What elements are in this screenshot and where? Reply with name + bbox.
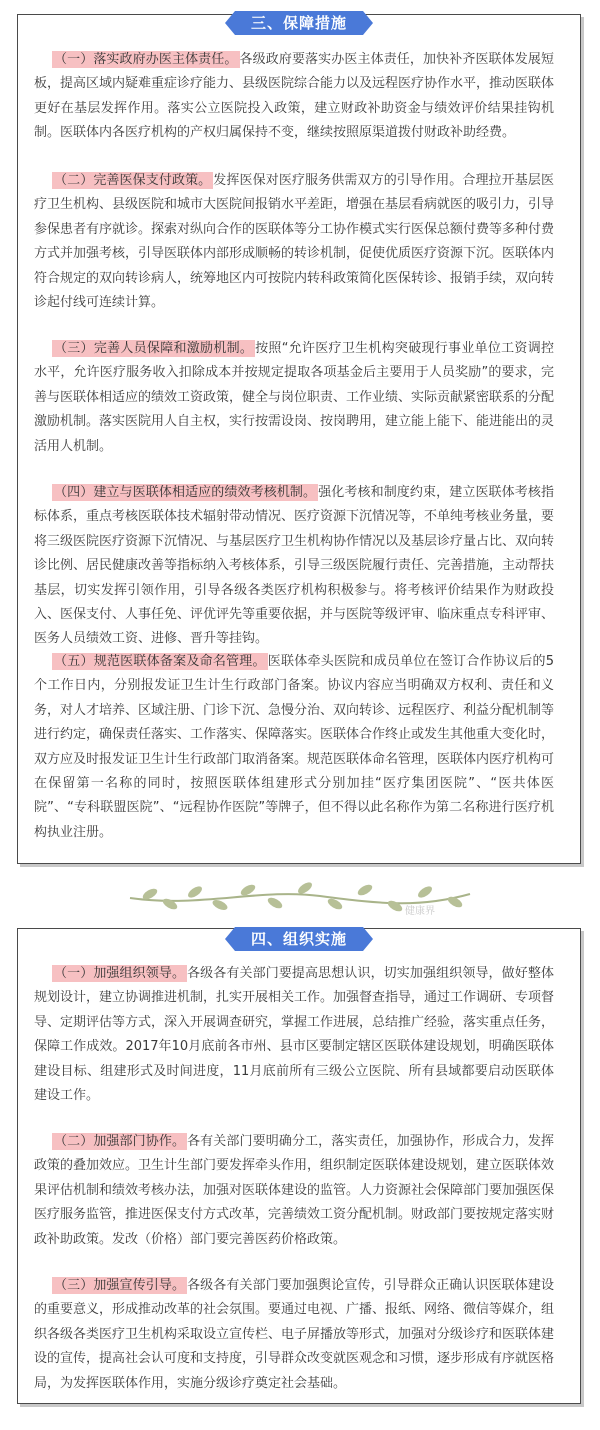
item-heading: （二）完善医保支付政策。 xyxy=(54,173,212,188)
item-heading: （一）加强组织领导。 xyxy=(54,966,186,981)
item-body: 发挥医保对医疗服务供需双方的引导作用。合理拉开基层医疗卫生机构、县级医院和城市大医院间报销水平差距，增强在基层看病就医的吸引力，引导参保患者有序就诊。探索对纵向合作的医联体等分工协作模式实行医保总额付费等多种付费方式并加强考核，引导医联体内部形成顺畅的转诊机制，促使优质医疗资源下沉。医联体内符合规定的双向转诊病人，统筹地区内可按院内转科政策简化医保转诊、报销手续，双向转诊起付线可连续计算。 xyxy=(34,173,555,311)
section-4-item-2 xyxy=(34,1130,554,1252)
item-heading: （二）加强部门协作。 xyxy=(54,1134,186,1149)
leaf-vine-divider-icon xyxy=(0,874,600,918)
item-body: 各级各有关部门要加强舆论宣传，引导群众正确认识医联体建设的重要意义，形成推动改革的社会氛围。要通过电视、广播、报纸、网络、微信等媒介，组织各级各类医疗卫生机构采取设立宣传栏、电子屏播放等形式，加强对分级诊疗和医联体建设的宣传，提高社会认可度和支持度，引导群众改变就医观念和习惯，逐步形成有序就医格局，为发挥医联体作用，实施分级诊疗奠定社会基础。 xyxy=(34,1278,555,1391)
item-heading: （三）加强宣传引导。 xyxy=(54,1278,186,1293)
section-4-item-1 xyxy=(34,962,554,1108)
item-body: 按照“允许医疗卫生机构突破现行事业单位工资调控水平，允许医疗服务收入扣除成本并按规定提取各项基金后主要用于人员奖励”的要求，完善与医联体相适应的绩效工资政策，健全与岗位职责、工作业绩、实际贡献紧密联系的分配激励机制。落实医院用人自主权，实行按需设岗、按岗聘用，建立能上能下、能进能出的灵活用人机制。 xyxy=(34,341,555,454)
item-heading: （四）建立与医联体相适应的绩效考核机制。 xyxy=(54,485,317,500)
section-4-title: 四、组织实施 xyxy=(235,927,363,951)
item-heading: （一）落实政府办医主体责任。 xyxy=(54,52,238,67)
item-body: 强化考核和制度约束，建立医联体考核指标体系，重点考核医联体技术辐射带动情况、医疗资源下沉情况等，不单纯考核业务量，要将三级医院医疗资源下沉情况、与基层医疗卫生机构协作情况以及基层诊疗量占比、双向转诊比例、居民健康改善等指标纳入考核体系，引导三级医院履行责任、完善措施，主动帮扶基层，切实发挥引领作用，引导各级各类医疗机构积极参与。将考核评价结果作为财政投入、医保支付、人事任免、评优评先等重要依据，并与医院等级评审、临床重点专科评审、医务人员绩效工资、进修、晋升等挂钩。 xyxy=(34,485,555,647)
section-4-item-3 xyxy=(34,1274,554,1396)
section-3-item-4 xyxy=(34,481,554,652)
section-3-item-3 xyxy=(34,337,554,459)
item-heading: （三）完善人员保障和激励机制。 xyxy=(54,341,254,356)
section-3-item-5 xyxy=(34,650,554,845)
item-body: 各有关部门要明确分工，落实责任，加强协作，形成合力，发挥政策的叠加效应。卫生计生部门要发挥牵头作用，组织制定医联体建设规划，建立医联体效果评估机制和绩效考核办法，加强对医联体建设的监管。人力资源社会保障部门要加强医保医疗服务监管，推进医保支付方式改革，完善绩效工资分配机制。财政部门要按规定落实财政补助政策。发改（价格）部门要完善医药价格政策。 xyxy=(34,1134,555,1247)
watermark: 健康界 xyxy=(405,906,435,917)
item-body: 各级各有关部门要提高思想认识，切实加强组织领导，做好整体规划设计，建立协调推进机制，扎实开展相关工作。加强督查指导，通过工作调研、专项督导、定期评估等方式，深入开展调查研究，掌握工作进展，总结推广经验，落实重点任务，保障工作成效。2017年10月底前各市州、县市区要制定辖区医联体建设规划，明确医联体建设目标、组建形式及时间进度，11月底前所有三级公立医院、所有县域都要启动医联体建设工作。 xyxy=(34,966,555,1104)
section-3-title-wrap xyxy=(18,11,580,35)
item-heading: （五）规范医联体备案及命名管理。 xyxy=(54,654,266,669)
section-4-title-wrap xyxy=(18,927,580,951)
section-3-item-1 xyxy=(34,48,554,146)
item-body: 各级政府要落实办医主体责任，加快补齐医联体发展短板，提高区域内疑难重症诊疗能力、县级医院综合能力以及远程医疗协作水平，推动医联体更好在基层发挥作用。落实公立医院投入政策，建立财政补助资金与绩效评价结果挂钩机制。医联体内各医疗机构的产权归属保持不变，继续按照原渠道拨付财政补助经费。 xyxy=(34,52,555,141)
section-3-title: 三、保障措施 xyxy=(235,11,363,35)
item-body: 医联体牵头医院和成员单位在签订合作协议后的5个工作日内，分别报发证卫生计生行政部门备案。协议内容应当明确双方权利、责任和义务，对人才培养、区域注册、门诊下沉、急慢分治、双向转诊、远程医疗、利益分配机制等进行约定，确保责任落实、工作落实、保障落实。医联体合作终止或发生其他重大变化时，双方应及时报发证卫生计生行政部门取消备案。规范医联体命名管理，医联体内医疗机构可在保留第一名称的同时，按照医联体组建形式分别加挂“医疗集团医院”、“医共体医院”、“专科联盟医院”、“远程协作医院”等牌子，但不得以此名称作为第二名称进行医疗机构执业注册。 xyxy=(34,654,555,840)
section-3-item-2 xyxy=(34,169,554,315)
